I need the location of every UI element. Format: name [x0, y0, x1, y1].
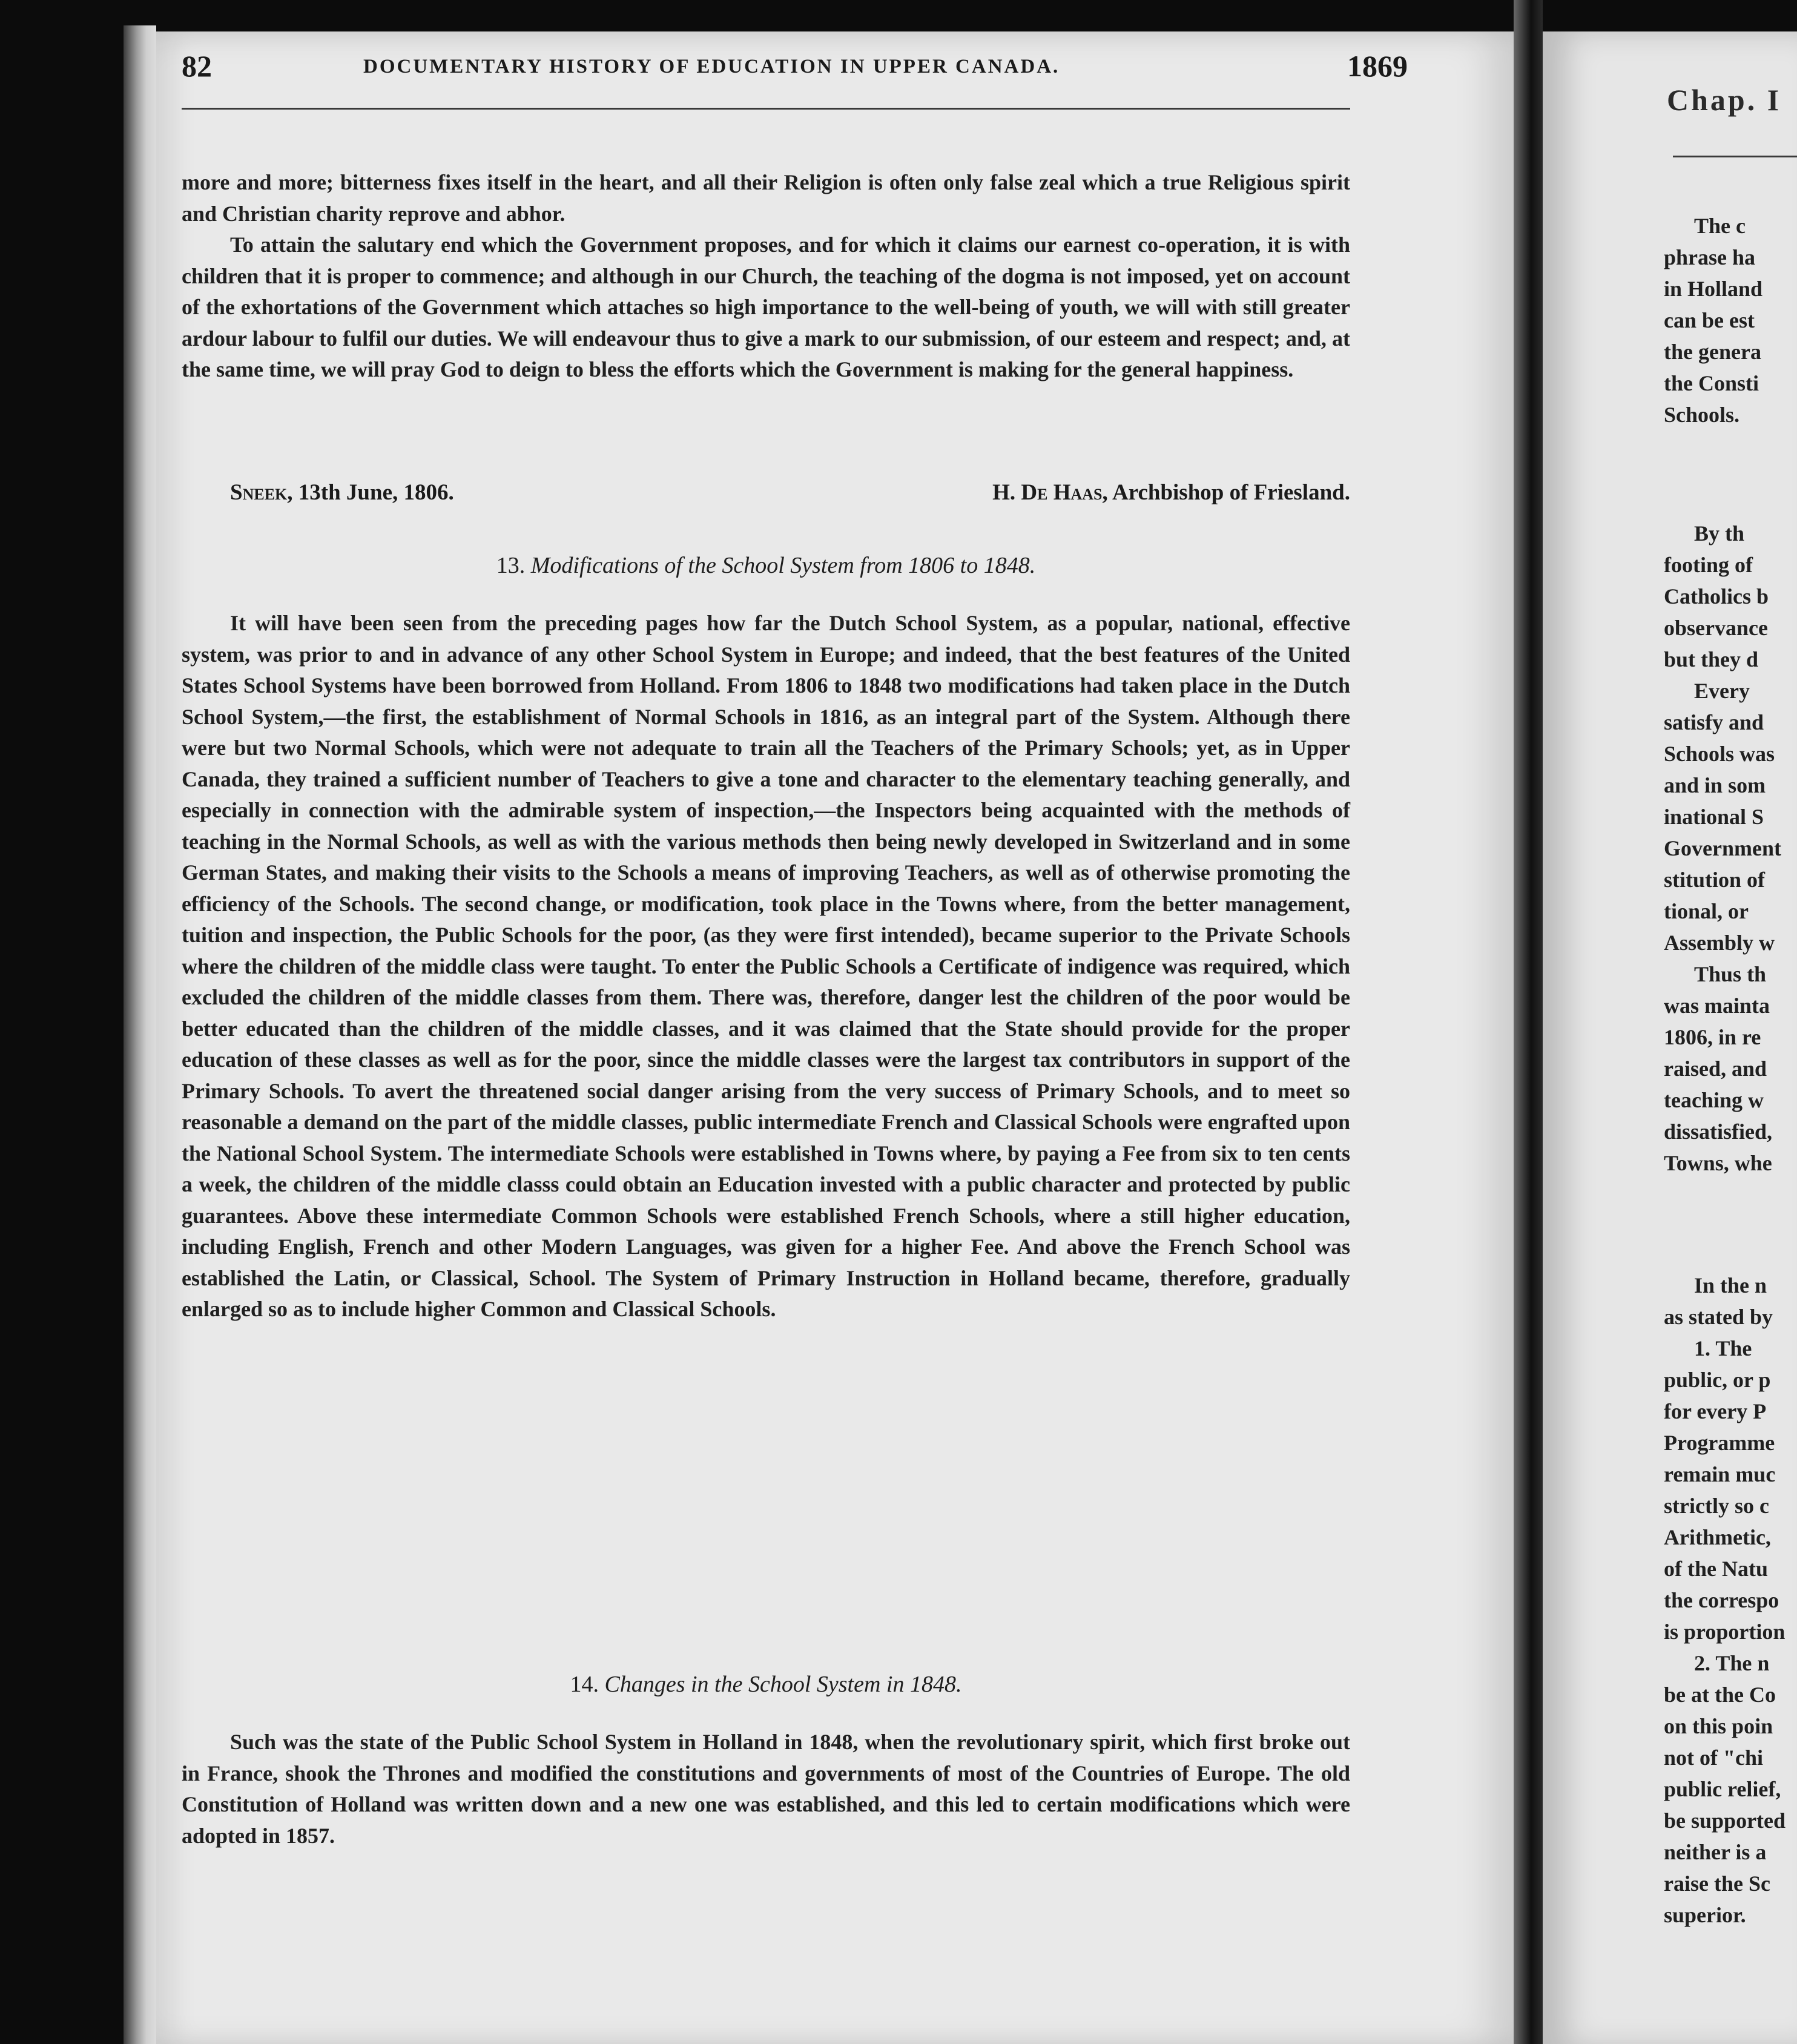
right-page-line: the Consti	[1664, 371, 1759, 395]
section-13-title: Modifications of the School System from 1806 to 1848.	[530, 553, 1036, 578]
signature-author	[992, 480, 1350, 506]
right-page-line: 1806, in re	[1664, 1025, 1761, 1049]
signature-place-date	[182, 480, 454, 506]
signature-line	[182, 480, 1350, 506]
right-page-line: Assembly w	[1664, 931, 1775, 955]
section-13-number: 13.	[496, 553, 526, 578]
right-page-line: not of "chi	[1664, 1746, 1763, 1770]
signature-title: , Archbishop of Friesland.	[1102, 480, 1350, 505]
right-page-line: Catholics b	[1664, 584, 1769, 608]
right-page-line: on this poin	[1664, 1714, 1773, 1738]
right-header-rule	[1673, 156, 1797, 157]
paragraph-1: more and more; bitterness fixes itself in the heart, and all their Religion is often only false zeal which a true Religious spirit and Christian charity reprove and abhor.	[182, 170, 1350, 226]
right-page-line: as stated by	[1664, 1305, 1773, 1329]
right-page-line: raise the Sc	[1664, 1871, 1770, 1896]
section-13-body	[182, 608, 1350, 1325]
right-page-line: for every P	[1664, 1399, 1767, 1423]
page-year: 1869	[1347, 49, 1408, 83]
right-page-line: Arithmetic,	[1664, 1525, 1771, 1549]
right-page-line: the correspo	[1664, 1588, 1779, 1612]
right-page-line: Thus th	[1694, 962, 1767, 986]
right-page-line: stitution of	[1664, 868, 1766, 892]
right-page-line: can be est	[1664, 308, 1755, 332]
right-page-line: Government	[1664, 836, 1781, 860]
right-page-line: the genera	[1664, 340, 1761, 364]
right-page-line: Towns, whe	[1664, 1151, 1772, 1175]
running-title: DOCUMENTARY HISTORY OF EDUCATION IN UPPER CANADA.	[363, 56, 1060, 77]
right-page-line: is proportion	[1664, 1620, 1785, 1644]
section-13-paragraph: It will have been seen from the preceding pages how far the Dutch School System, as a popular, national, effective system, was prior to and in advance of any other School System in Europe; and indeed, that the best features of the United States School Systems have been borrowed from Holland. From 1806 to 1848 two modifications had taken place in the Dutch School System,—the first, the establishment of Normal Schools in 1816, as an integral part of the System. Although there were but two Normal Schools, which were not adequate to train all the Teachers of the Primary Schools; yet, as in Upper Canada, they trained a sufficient number of Teachers to give a tone and character to the elementary teaching generally, and especially in connection with the admirable system of inspection,—the Inspectors being acquainted with the methods of teaching in the Normal Schools, as well as with the various methods then being newly developed in Switzerland and in some German States, and making their visits to the Schools a means of improving Teachers, as well as of otherwise promoting the efficiency of the Schools. The second change, or modification, took place in the Towns where, from the better management, tuition and inspection, the Public Schools for the poor, (as they were first intended), became superior to the Private Schools where the children of the middle class were taught. To enter the Public Schools a Certificate of indigence was required, which excluded the children of the middle classes from them. There was, therefore, danger lest the children of the poor would be better educated than the children of the middle classes, and it was claimed that the State should provide for the proper education of these classes as well as for the poor, since the middle classes were the largest tax contributors in support of the Primary Schools. To avert the threatened social danger arising from the very success of Primary Schools, and to meet so reasonable a demand on the part of the middle classes, public intermediate French and Classical Schools were engrafted upon the National School System. The intermediate Schools were established in Towns where, by paying a Fee from six to ten cents a week, the children of the middle classs could obtain an Education invested with a public character and protected by public guarantees. Above these intermediate Common Schools were established French Schools, where a still higher education, including English, French and other Modern Languages, was given for a higher Fee. And above the French School was established the Latin, or Classical, School. The System of Primary Instruction in Holland became, therefore, gradually enlarged so as to include higher Common and Classical Schools.	[182, 611, 1350, 1321]
right-page-line: remain muc	[1664, 1462, 1776, 1486]
right-page-line: tional, or	[1664, 899, 1749, 923]
paragraph-2: To attain the salutary end which the Government proposes, and for which it claims our earnest co-operation, it is with children that it is proper to commence; and although in our Church, the teaching of the dogma is not imposed, yet on account of the exhortations of the Government which attaches so high importance to the well-being of youth, we will with still greater ardour labour to fulfil our duties. We will endeavour thus to give a mark to our submission, of our esteem and respect; and, at the same time, we will pray God to deign to bless the efforts which the Government is making for the general happiness.	[182, 232, 1350, 381]
header-rule	[182, 108, 1350, 110]
right-page-line: satisfy and	[1664, 710, 1764, 734]
paragraph-continuation	[182, 167, 1350, 386]
right-page-line: In the n	[1694, 1273, 1767, 1297]
section-14-heading	[182, 1671, 1350, 1698]
right-page-line: 2. The n	[1694, 1651, 1770, 1675]
right-page-line: observance	[1664, 616, 1768, 640]
right-page-line: Schools was	[1664, 742, 1775, 766]
section-14-body	[182, 1727, 1350, 1851]
section-14-title: Changes in the School System in 1848.	[604, 1672, 962, 1697]
right-page-line: public relief,	[1664, 1777, 1781, 1801]
signature-initial: H.	[992, 480, 1021, 505]
right-page-line: Every	[1694, 679, 1750, 703]
right-page-line: strictly so c	[1664, 1494, 1769, 1518]
right-page-line: of the Natu	[1664, 1557, 1768, 1581]
right-page-line: be at the Co	[1664, 1683, 1776, 1707]
right-page-line: inational S	[1664, 805, 1764, 829]
signature-date: , 13th June, 1806.	[287, 480, 454, 505]
page-number: 82	[182, 49, 212, 83]
right-page-line: 1. The	[1694, 1336, 1752, 1360]
right-page-line: teaching w	[1664, 1088, 1764, 1112]
right-page-line: Programme	[1664, 1431, 1775, 1455]
right-page-line: was mainta	[1664, 994, 1770, 1018]
right-page-line: Schools.	[1664, 403, 1740, 427]
right-page-line: footing of	[1664, 553, 1753, 577]
right-page-line: phrase ha	[1664, 245, 1756, 269]
right-page-line: superior.	[1664, 1903, 1746, 1927]
right-page-line: neither is a	[1664, 1840, 1767, 1864]
signature-place: Sneek	[230, 480, 288, 505]
section-14-paragraph: Such was the state of the Public School System in Holland in 1848, when the revolutionary spirit, which first broke out in France, shook the Thrones and modified the constitutions and governments of most of the Countries of Europe. The old Constitution of Holland was written down and a new one was established, and this led to certain modifications which were adopted in 1857.	[182, 1730, 1350, 1848]
right-page-line: and in som	[1664, 773, 1766, 797]
signature-name: De Haas	[1021, 480, 1103, 505]
book-gutter	[1514, 0, 1543, 2044]
right-page-line: By th	[1694, 521, 1745, 546]
right-page	[1543, 31, 1797, 2044]
right-page-line: raised, and	[1664, 1057, 1767, 1081]
right-page-line: dissatisfied,	[1664, 1119, 1773, 1144]
page-edge	[124, 25, 156, 2044]
right-page-line: be supported	[1664, 1808, 1786, 1833]
right-page-line: The c	[1694, 214, 1746, 238]
section-14-number: 14.	[570, 1672, 599, 1697]
right-running-title: Chap. I	[1667, 83, 1782, 117]
section-13-heading	[182, 552, 1350, 579]
right-page-line: public, or p	[1664, 1368, 1771, 1392]
right-page-line: but they d	[1664, 647, 1759, 671]
right-page-line: in Holland	[1664, 277, 1763, 301]
